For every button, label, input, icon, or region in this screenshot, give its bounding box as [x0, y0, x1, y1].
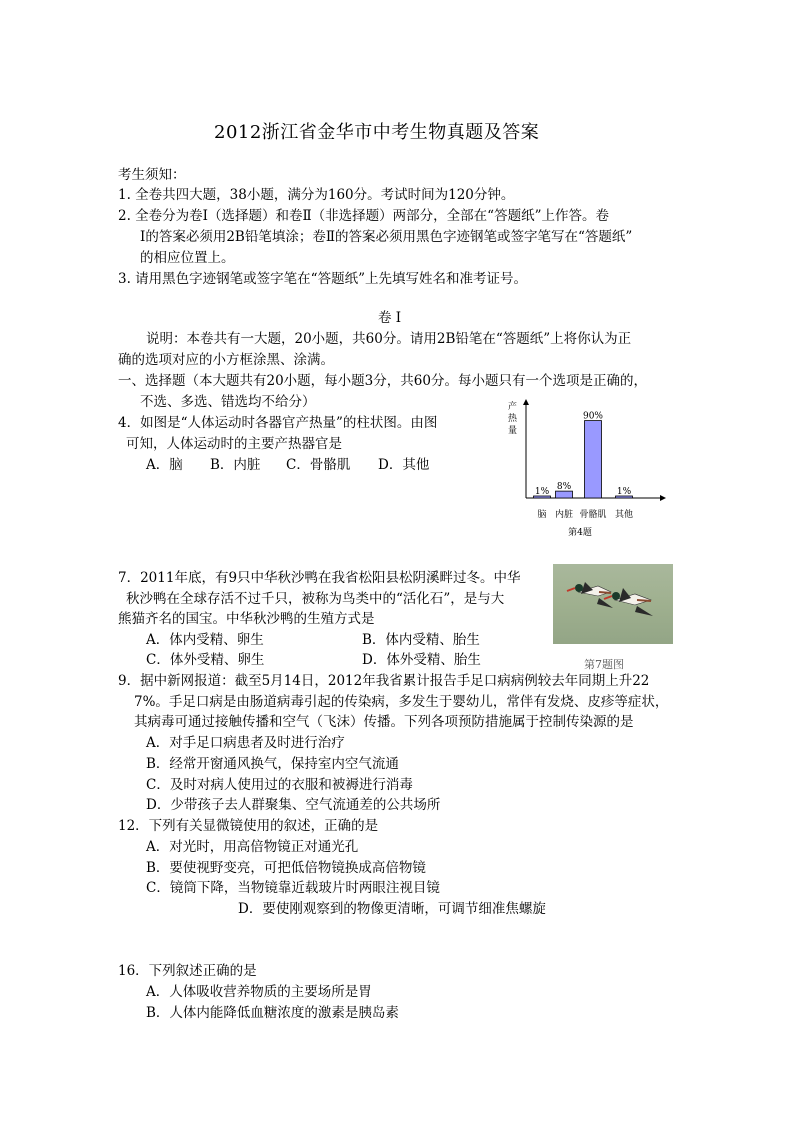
bar-1 — [556, 491, 573, 498]
x-tick-label: 脑 — [537, 510, 547, 520]
question-4-option-b: B．内脏 — [210, 457, 261, 473]
bar-value-label: 1% — [616, 487, 632, 497]
question-9-option-a: A．对手足口病患者及时进行治疗 — [146, 735, 345, 751]
question-7-option-b: B．体内受精、胎生 — [362, 632, 480, 648]
question-7-option-c: C．体外受精、卵生 — [146, 652, 265, 668]
question-7-option-d: D．体外受精、胎生 — [362, 652, 481, 668]
y-axis-arrow — [523, 399, 529, 405]
question-9-stem: 7%。手足口病是由肠道病毒引起的传染病，多发生于婴幼儿，常伴有发烧、皮疹等症状， — [134, 694, 669, 710]
notice-item: 的相应位置上。 — [140, 250, 235, 266]
section-heading: 卷 Ⅰ — [378, 310, 402, 326]
question-16-stem: 16．下列叙述正确的是 — [118, 963, 257, 979]
y-axis-label: 产 热 量 — [508, 402, 518, 436]
bar-value-label: 1% — [534, 487, 550, 497]
bar-value-label: 90% — [582, 411, 604, 422]
x-tick-label: 其他 — [614, 510, 634, 520]
question-4-option-c: C．骨骼肌 — [286, 457, 351, 473]
figure-7-caption: 第7题图 — [584, 658, 624, 671]
question-4-option-d: D．其他 — [378, 457, 430, 473]
question-12-option-c: C．镜筒下降，当物镜靠近载玻片时两眼注视目镜 — [146, 880, 440, 896]
question-12-option-b: B．要使视野变亮，可把低倍物镜换成高倍物镜 — [146, 860, 426, 876]
notice-item: 3. 请用黑色字迹钢笔或签字笔在“答题纸”上先填写姓名和准考证号。 — [118, 271, 527, 287]
duck-illustration — [567, 582, 613, 608]
notice-item: 2. 全卷分为卷Ⅰ（选择题）和卷Ⅱ（非选择题）两部分，全部在“答题纸”上作答。卷 — [118, 208, 609, 224]
question-16-option-b: B．人体内能降低血糖浓度的激素是胰岛素 — [146, 1005, 399, 1021]
question-9-stem: 9．据中新网报道：截至5月14日，2012年我省累计报告手足口病病例较去年同期上升22 — [118, 673, 650, 689]
question-4-stem: 可知，人体运动时的主要产热器官是 — [126, 436, 342, 452]
question-12-option-d: D．要使刚观察到的物像更清晰，可调节细准焦螺旋 — [238, 901, 546, 917]
question-9-option-c: C．及时对病人使用过的衣服和被褥进行消毒 — [146, 777, 413, 793]
question-12-option-a: A．对光时，用高倍物镜正对通光孔 — [146, 839, 359, 855]
question-7-stem: 秋沙鸭在全球存活不过千只，被称为鸟类中的“活化石”，是与大 — [126, 591, 505, 607]
notice-item: Ⅰ的答案必须用2B铅笔填涂；卷Ⅱ的答案必须用黑色字迹钢笔或签字笔写在“答题纸” — [140, 229, 633, 245]
notice-heading: 考生须知： — [118, 167, 186, 183]
question-12-stem: 12．下列有关显微镜使用的叙述，正确的是 — [118, 818, 379, 834]
x-axis-arrow — [660, 495, 666, 501]
question-7-option-a: A．体内受精、卵生 — [146, 632, 264, 648]
x-tick-label: 内脏 — [554, 510, 574, 520]
question-7-stem: 熊猫齐名的国宝。中华秋沙鸭的生殖方式是 — [118, 611, 375, 627]
section-desc: 说明：本卷共有一大题，20小题，共60分。请用2B铅笔在“答题纸”上将你认为正 — [146, 331, 632, 347]
part-heading: 一、选择题（本大题共有20小题，每小题3分，共60分。每小题只有一个选项是正确的， — [118, 373, 647, 389]
chart-caption: 第4题 — [568, 528, 592, 538]
question-9-option-b: B．经常开窗通风换气，保持室内空气流通 — [146, 756, 399, 772]
question-4-option-a: A．脑 — [146, 457, 183, 473]
section-desc: 确的选项对应的小方框涂黑、涂满。 — [118, 352, 334, 368]
question-7-stem: 7．2011年底，有9只中华秋沙鸭在我省松阳县松阴溪畔过冬。中华 — [118, 570, 521, 586]
merganser-photo — [553, 564, 673, 644]
question-9-stem: 其病毒可通过接触传播和空气（飞沫）传播。下列各项预防措施属于控制传染源的是 — [134, 714, 634, 730]
heat-production-chart — [500, 395, 670, 545]
bar-value-label: 8% — [556, 482, 572, 493]
question-16-option-a: A．人体吸收营养物质的主要场所是胃 — [146, 984, 372, 1000]
question-9-option-d: D．少带孩子去人群聚集、空气流通差的公共场所 — [146, 797, 441, 813]
notice-item: 1. 全卷共四大题，38小题，满分为160分。考试时间为120分钟。 — [118, 187, 515, 203]
page-title: 2012浙江省金华市中考生物真题及答案 — [214, 122, 540, 143]
x-tick-label: 骨骼肌 — [579, 510, 607, 520]
part-heading: 不选、多选、错选均不给分） — [140, 394, 316, 410]
bar-2 — [585, 421, 602, 498]
question-4-stem: 4．如图是“人体运动时各器官产热量”的柱状图。由图 — [118, 415, 438, 431]
